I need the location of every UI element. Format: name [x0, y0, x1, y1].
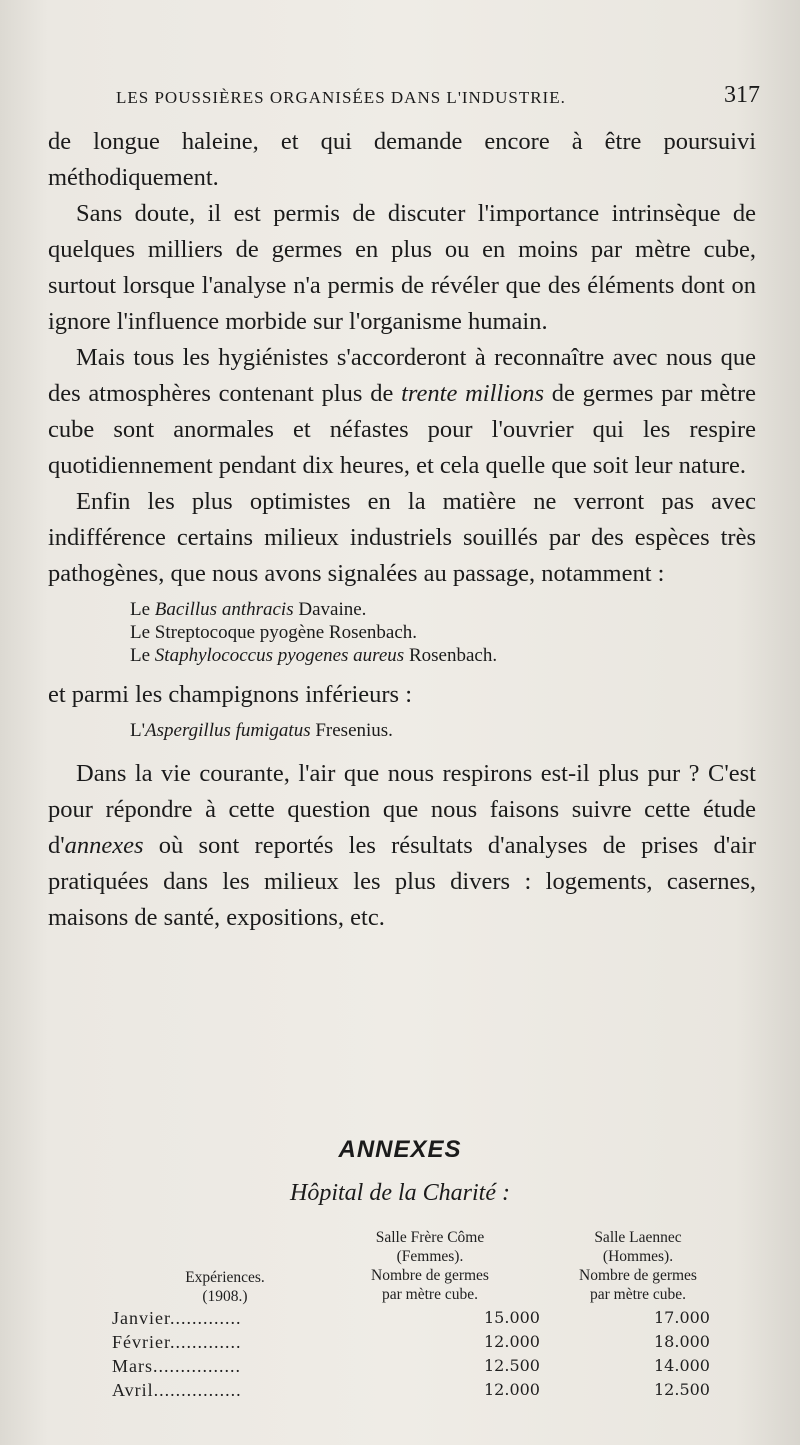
running-header	[116, 82, 760, 108]
text-run: Mais tous les hygiénistes s'accorderont à reconnaître avec nous que des atmosphères contenant plus de	[48, 344, 756, 407]
list-item: Le Staphylococcus pyogenes aureus Rosenbach.	[130, 645, 498, 666]
column-header-experiences: Expériences. (1908.)	[185, 1269, 265, 1305]
text-run: de germes par mètre cube sont anormales et néfastes pour l'ouvrier qui les respire quotidiennement pendant dix heures, et cela quelle que soit leur nature.	[48, 380, 756, 479]
text-run: Dans la vie courante, l'air que nous respirons est-il plus pur ? C'est pour répondre à cette question que nous faisons suivre cette étude d'	[48, 760, 756, 859]
column-header-frere-come: Salle Frère Côme (Femmes). Nombre de germes par mètre cube.	[371, 1229, 489, 1303]
paragraph: et parmi les champignons inférieurs :	[48, 681, 412, 708]
emphasis: trente millions	[401, 380, 545, 407]
paragraph-continued: de longue haleine, et qui demande encore à être poursuivi méthodiquement.	[48, 128, 756, 191]
list-item: Le Streptocoque pyogène Rosenbach.	[130, 622, 418, 643]
paragraph: Sans doute, il est permis de discuter l'importance intrinsèque de quelques milliers de germes en plus ou en moins par mètre cube, surtout lorsque l'analyse n'a permis de révéler que des éléments dont on ignore l'influence morbide sur l'organisme humain.	[48, 200, 756, 335]
list-item: Le Bacillus anthracis Davaine.	[130, 599, 367, 620]
list-item: L'Aspergillus fumigatus Fresenius.	[130, 720, 393, 741]
table-row: Février............. 12.000 18.000	[112, 1332, 710, 1352]
table-row: Avril................ 12.000 12.500	[112, 1380, 710, 1400]
paragraph: Enfin les plus optimistes en la matière ne verront pas avec indifférence certains milieux industriels souillés par des espèces très pathogènes, que nous avons signalées au passage, notamment :	[48, 488, 756, 587]
table-row: Janvier............. 15.000 17.000	[112, 1308, 710, 1328]
table-row: Mars................ 12.500 14.000	[112, 1356, 710, 1376]
annex-subtitle: Hôpital de la Charité :	[290, 1180, 510, 1206]
column-header-laennec: Salle Laennec (Hommes). Nombre de germes par mètre cube.	[579, 1229, 697, 1303]
paragraph	[48, 340, 756, 484]
fungus-list	[130, 719, 756, 742]
species-list	[130, 598, 756, 667]
emphasis: annexes	[64, 832, 144, 859]
body-text	[48, 124, 756, 936]
page-number: 317	[724, 82, 760, 108]
text-run: où sont reportés les résultats d'analyses de prises d'air pratiquées dans les milieux les plus divers : logements, casernes, maisons de santé, expositions, etc.	[48, 832, 756, 931]
running-title: LES POUSSIÈRES ORGANISÉES DANS L'INDUSTRIE.	[116, 88, 566, 107]
paragraph	[48, 756, 756, 936]
annex-title: ANNEXES	[338, 1136, 462, 1163]
